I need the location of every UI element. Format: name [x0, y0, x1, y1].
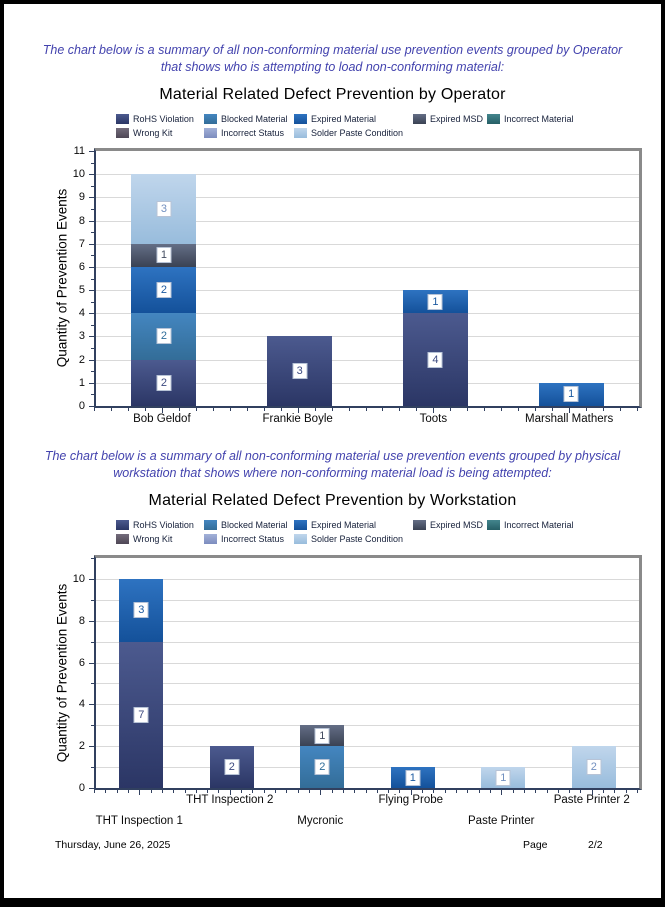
- legend-item: [413, 520, 487, 530]
- x-axis-tick: [128, 408, 129, 411]
- x-axis-tick: [179, 408, 180, 411]
- y-tick-label: 9: [78, 191, 85, 204]
- legend-item: [204, 128, 294, 138]
- y-axis-tick: [91, 683, 94, 684]
- x-axis-tick: [128, 790, 129, 793]
- segment-value-label: 3: [134, 602, 149, 618]
- legend-swatch-icon: [116, 114, 129, 124]
- footer-page-number: 2/2: [588, 839, 603, 851]
- legend-item: [487, 520, 661, 530]
- segment-value-label: 2: [224, 759, 239, 775]
- legend-swatch-icon: [413, 114, 426, 124]
- y-tick-label: 2: [78, 353, 85, 366]
- y-axis-tick: [89, 383, 94, 384]
- x-axis-tick: [315, 408, 316, 411]
- x-axis-tick: [151, 790, 152, 793]
- legend-label: Incorrect Material: [504, 520, 574, 530]
- plot-box: [94, 555, 642, 790]
- x-axis-tick: [620, 408, 621, 411]
- category-label: Toots: [419, 413, 448, 425]
- y-axis-tick: [89, 621, 94, 622]
- y-axis-tick: [91, 394, 94, 395]
- category-label: Flying Probe: [378, 794, 444, 806]
- category-label: Paste Printer: [468, 815, 535, 827]
- legend-swatch-icon: [116, 128, 129, 138]
- y-tick-label: 10: [72, 572, 85, 585]
- legend-swatch-icon: [204, 520, 217, 530]
- y-tick-label: 8: [78, 214, 85, 227]
- x-axis-tick: [399, 408, 400, 411]
- legend-label: Incorrect Status: [221, 128, 285, 138]
- legend-label: Blocked Material: [221, 114, 288, 124]
- x-axis-tick: [450, 408, 451, 411]
- gridline: [96, 767, 639, 768]
- y-axis-tick: [91, 325, 94, 326]
- y-tick-label: 0: [78, 782, 85, 794]
- page-footer: [4, 839, 661, 855]
- y-tick-label: 0: [78, 400, 85, 412]
- legend-label: Expired MSD: [430, 114, 484, 124]
- y-axis-tick: [89, 788, 94, 789]
- legend-label: Wrong Kit: [133, 128, 173, 138]
- gridline: [96, 621, 639, 622]
- x-axis-tick: [513, 790, 514, 793]
- x-category-tick: [501, 790, 502, 795]
- y-tick-label: 5: [78, 284, 85, 297]
- y-axis-tick: [89, 579, 94, 580]
- legend-swatch-icon: [204, 128, 217, 138]
- y-tick-label: 8: [78, 614, 85, 627]
- legend-label: Wrong Kit: [133, 534, 173, 544]
- y-tick-label: 6: [78, 656, 85, 669]
- y-tick-label: 10: [72, 168, 85, 181]
- segment-value-label: 1: [315, 728, 330, 744]
- x-axis-tick: [117, 790, 118, 793]
- legend-swatch-icon: [116, 534, 129, 544]
- y-axis-tick: [91, 725, 94, 726]
- legend-swatch-icon: [294, 128, 307, 138]
- legend-label: RoHS Violation: [133, 520, 194, 530]
- category-label: Frankie Boyle: [262, 413, 333, 425]
- legend-item: [204, 114, 294, 124]
- x-axis-tick: [490, 790, 491, 793]
- legend-swatch-icon: [294, 520, 307, 530]
- legend-item: [294, 534, 413, 544]
- legend-workstation: [116, 520, 661, 544]
- x-axis-tick: [105, 790, 106, 793]
- gridline: [96, 725, 639, 726]
- chart-intro-workstation: The chart below is a summary of all non-conforming material use prevention events grouped by physical workstation that shows where non-conforming material load is being attempted:: [44, 449, 621, 480]
- y-axis-tick: [91, 209, 94, 210]
- legend-label: Solder Paste Condition: [311, 534, 404, 544]
- y-axis-tick: [89, 360, 94, 361]
- y-axis-tick: [89, 197, 94, 198]
- legend-item: [204, 534, 294, 544]
- segment-value-label: 2: [156, 328, 171, 344]
- gridline: [96, 704, 639, 705]
- segment-value-label: 1: [496, 770, 511, 786]
- legend-swatch-icon: [294, 114, 307, 124]
- y-axis-tick: [89, 406, 94, 407]
- legend-label: Solder Paste Condition: [311, 128, 404, 138]
- gridline: [96, 642, 639, 643]
- gridline: [96, 579, 639, 580]
- y-axis-tick: [89, 244, 94, 245]
- legend-label: Blocked Material: [221, 520, 288, 530]
- x-category-tick: [139, 790, 140, 795]
- segment-value-label: 2: [156, 375, 171, 391]
- category-label: THT Inspection 2: [186, 794, 274, 806]
- x-axis-tick: [416, 408, 417, 411]
- gridline: [96, 663, 639, 664]
- y-axis-tick: [89, 704, 94, 705]
- chart-title-workstation: Material Related Defect Prevention by Workstation: [148, 492, 517, 509]
- legend-swatch-icon: [116, 520, 129, 530]
- x-axis-tick: [196, 408, 197, 411]
- x-axis-tick: [484, 408, 485, 411]
- segment-value-label: 1: [428, 294, 443, 310]
- segment-value-label: 3: [292, 363, 307, 379]
- legend-swatch-icon: [294, 534, 307, 544]
- y-axis-tick: [91, 642, 94, 643]
- y-axis-tick: [91, 232, 94, 233]
- segment-value-label: 2: [586, 759, 601, 775]
- legend-item: [116, 128, 204, 138]
- y-axis-tick: [89, 151, 94, 152]
- legend-label: Expired Material: [311, 520, 377, 530]
- legend-swatch-icon: [413, 520, 426, 530]
- segment-value-label: 7: [134, 707, 149, 723]
- y-tick-label: 4: [78, 307, 85, 320]
- y-axis-tick: [91, 600, 94, 601]
- x-axis-tick: [501, 408, 502, 411]
- y-axis-tick: [89, 336, 94, 337]
- x-axis-tick: [518, 408, 519, 411]
- segment-value-label: 1: [156, 247, 171, 263]
- y-tick-label: 7: [78, 237, 85, 250]
- legend-label: Incorrect Status: [221, 534, 285, 544]
- y-tick-label: 3: [78, 330, 85, 343]
- legend-label: RoHS Violation: [133, 114, 194, 124]
- x-axis-tick: [94, 408, 95, 411]
- x-axis-tick: [145, 408, 146, 411]
- category-label: Marshall Mathers: [525, 413, 614, 425]
- gridline: [96, 683, 639, 684]
- y-axis-tick: [89, 221, 94, 222]
- legend-item: [294, 128, 413, 138]
- y-axis-tick: [91, 279, 94, 280]
- legend-item: [204, 520, 294, 530]
- y-tick-label: 1: [78, 376, 85, 389]
- x-axis-tick: [467, 408, 468, 411]
- legend-item: [116, 520, 204, 530]
- segment-value-label: 2: [156, 282, 171, 298]
- plot-area-operator: [4, 145, 661, 432]
- x-axis-tick: [332, 408, 333, 411]
- x-axis-tick: [535, 408, 536, 411]
- legend-item: [294, 114, 413, 124]
- legend-item: [116, 114, 204, 124]
- x-axis-tick: [247, 408, 248, 411]
- x-axis-tick: [94, 790, 95, 793]
- category-label: Paste Printer 2: [553, 794, 630, 806]
- y-axis-tick: [89, 290, 94, 291]
- x-axis-tick: [230, 408, 231, 411]
- legend-item: [487, 114, 661, 124]
- legend-label: Expired Material: [311, 114, 377, 124]
- legend-item: [116, 534, 204, 544]
- y-axis-tick: [89, 746, 94, 747]
- legend-swatch-icon: [204, 534, 217, 544]
- x-axis-tick: [213, 408, 214, 411]
- y-axis-tick: [91, 163, 94, 164]
- y-tick-label: 4: [78, 698, 85, 711]
- category-label: Bob Geldof: [133, 413, 191, 425]
- segment-value-label: 2: [315, 759, 330, 775]
- x-axis-tick: [586, 408, 587, 411]
- plot-area-workstation: [4, 555, 661, 831]
- y-tick-label: 11: [73, 145, 85, 157]
- y-axis-tick: [91, 348, 94, 349]
- x-axis-tick: [349, 408, 350, 411]
- x-axis-tick: [281, 408, 282, 411]
- y-tick-label: 2: [78, 740, 85, 753]
- footer-date: Thursday, June 26, 2025: [55, 839, 171, 851]
- x-axis-tick: [264, 408, 265, 411]
- y-axis-tick: [91, 302, 94, 303]
- x-axis-tick: [309, 790, 310, 793]
- legend-label: Incorrect Material: [504, 114, 574, 124]
- y-axis-tick: [89, 663, 94, 664]
- x-axis-tick: [366, 408, 367, 411]
- gridline: [96, 746, 639, 747]
- x-category-tick: [320, 790, 321, 795]
- category-label: Mycronic: [297, 815, 344, 827]
- legend-item: [413, 114, 487, 124]
- legend-swatch-icon: [487, 114, 500, 124]
- y-axis-tick: [89, 174, 94, 175]
- y-axis-label: Quantity of Prevention Events: [54, 188, 70, 368]
- y-axis-tick: [91, 371, 94, 372]
- category-label: THT Inspection 1: [95, 815, 183, 827]
- x-axis-tick: [382, 408, 383, 411]
- y-axis-tick: [91, 558, 94, 559]
- segment-value-label: 1: [405, 770, 420, 786]
- legend-swatch-icon: [487, 520, 500, 530]
- gridline: [96, 600, 639, 601]
- y-tick-label: 6: [78, 260, 85, 273]
- y-axis-tick: [89, 313, 94, 314]
- y-axis-label: Quantity of Prevention Events: [54, 583, 70, 763]
- legend-operator: [116, 114, 661, 138]
- plot-box: [94, 148, 642, 408]
- chart-title-operator: Material Related Defect Prevention by Operator: [159, 86, 506, 103]
- segment-value-label: 3: [156, 201, 171, 217]
- y-axis-tick: [91, 255, 94, 256]
- segment-value-label: 1: [564, 386, 579, 402]
- footer-page-label: Page: [523, 839, 548, 851]
- y-axis-tick: [91, 186, 94, 187]
- legend-label: Expired MSD: [430, 520, 484, 530]
- legend-swatch-icon: [204, 114, 217, 124]
- x-axis-tick: [332, 790, 333, 793]
- y-axis-tick: [91, 767, 94, 768]
- segment-value-label: 4: [428, 352, 443, 368]
- x-axis-tick: [111, 408, 112, 411]
- chart-intro-operator: The chart below is a summary of all non-conforming material use prevention events grouped by Operator that shows who is attempting to load non-conforming material:: [42, 43, 623, 74]
- x-axis-tick: [637, 408, 638, 411]
- x-axis-tick: [552, 408, 553, 411]
- x-axis-tick: [603, 408, 604, 411]
- y-axis-tick: [89, 267, 94, 268]
- legend-item: [294, 520, 413, 530]
